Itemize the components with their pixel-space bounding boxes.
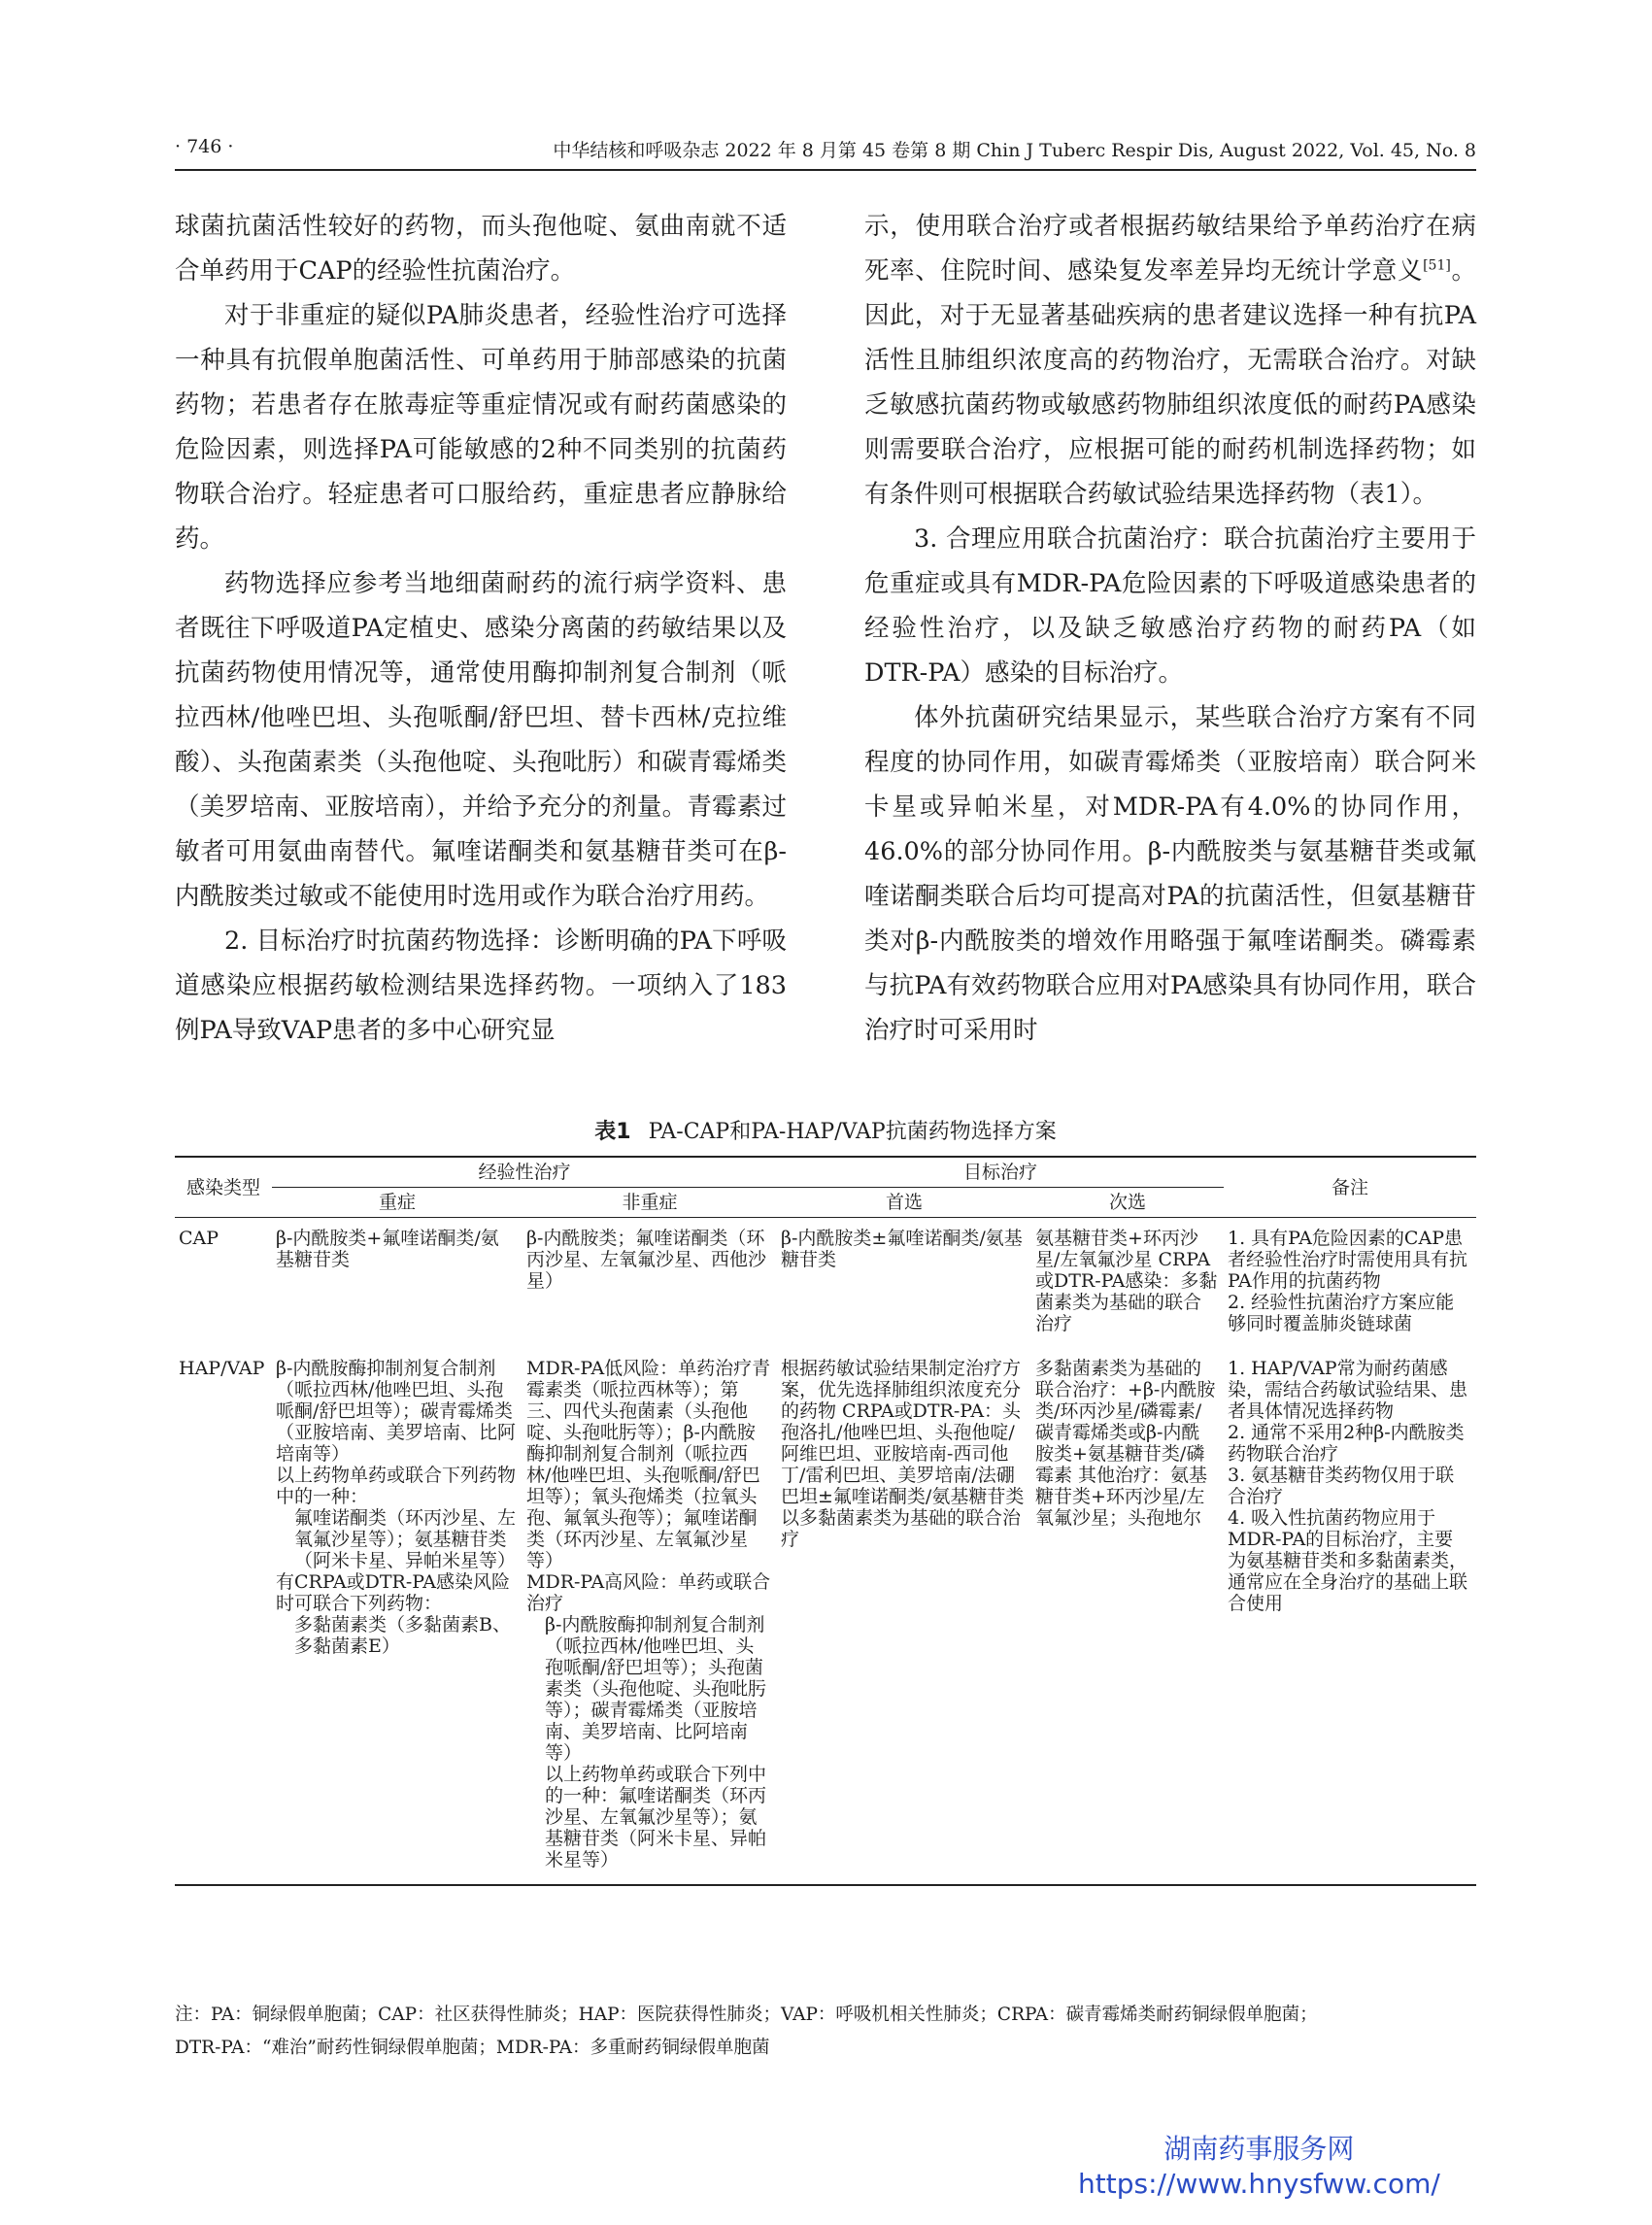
header-target: 目标治疗 [777,1157,1224,1188]
paragraph: 药物选择应参考当地细菌耐药的流行病学资料、患者既往下呼吸道PA定植史、感染分离菌的药敏结果以及抗菌药物使用情况等，通常使用酶抑制剂复合制剂（哌拉西林/他唑巴坦、头孢哌酮/舒巴坦、替卡西林/克拉维酸）、头孢菌素类（头孢他啶、头孢吡肟）和碳青霉烯类（美罗培南、亚胺培南），并给予充分的剂量。青霉素过敏者可用氨曲南替代。氟喹诺酮类和氨基糖苷类可在β-内酰胺类过敏或不能使用时选用或作为联合治疗用药。 [175,569,787,911]
paragraph: 对于非重症的疑似PA肺炎患者，经验性治疗可选择一种具有抗假单胞菌活性、可单药用于肺部感染的抗菌药物；若患者存在脓毒症等重症情况或有耐药菌感染的危险因素，则选择PA可能敏感的2种不同类别的抗菌药物联合治疗。轻症患者可口服给药，重症患者应静脉给药。 [175,301,787,554]
cell-line: 氟喹诺酮类（环丙沙星、左氧氟沙星等）；氨基糖苷类（阿米卡星、异帕米星等） [294,1507,517,1571]
table-caption-label: 表1 [594,1120,631,1144]
cell-line: MDR-PA低风险：单药治疗青霉素类（哌拉西林等）；第三、四代头孢菌素（头孢他啶、头孢吡肟等）；β-内酰胺酶抑制剂复合制剂（哌拉西林/他唑巴坦、头孢哌酮/舒巴坦等）；氧头孢烯类（拉氧头孢、氟氧头孢等）；氟喹诺酮类（环丙沙星、左氧氟沙星等） [526,1358,771,1571]
left-column [175,204,787,1053]
cell-line: MDR-PA高风险：单药或联合治疗 [526,1571,771,1614]
paragraph [864,204,1476,517]
table-caption [175,1115,1476,1145]
cell-line: β-内酰胺酶抑制剂复合制剂（哌拉西林/他唑巴坦、头孢哌酮/舒巴坦等）；头孢菌素类（头孢他啶、头孢吡肟等）；碳青霉烯类（亚胺培南、美罗培南、比阿培南等） [545,1614,767,1764]
cell-severe [272,1348,523,1885]
cell-nonsevere [523,1348,777,1885]
watermark-site-name: 湖南药事服务网 [1163,2133,1355,2165]
right-column [864,204,1476,1053]
note-line: 注：PA：铜绿假单胞菌；CAP：社区获得性肺炎；HAP：医院获得性肺炎；VAP：呼吸机相关性肺炎；CRPA：碳青霉烯类耐药铜绿假单胞菌； [175,2005,1318,2025]
table-row-hap-vap [175,1348,1476,1885]
table-caption-title: PA-CAP和PA-HAP/VAP抗菌药物选择方案 [648,1120,1057,1144]
drug-selection-table [175,1156,1476,1886]
watermark [1078,2132,1440,2202]
paragraph-text: 。因此，对于无显著基础疾病的患者建议选择一种有抗PA活性且肺组织浓度高的药物治疗，无需联合治疗。对缺乏敏感抗菌药物或敏感药物肺组织浓度低的耐药PA感染则需要联合治疗，应根据可能的耐药机制选择药物；如有条件则可根据联合药敏试验结果选择药物（表1）。 [864,256,1476,509]
header-second-choice: 次选 [1031,1188,1224,1218]
cell-second-choice: 多黏菌素类为基础的联合治疗：+β-内酰胺类/环丙沙星/磷霉素/碳青霉烯类或β-内酰胺类+氨基糖苷类/磷霉素 其他治疗：氨基糖苷类+环丙沙星/左氧氟沙星；头孢地尔 [1031,1348,1224,1885]
header-severe: 重症 [272,1188,523,1218]
cell-remark [1224,1348,1476,1885]
remark-item: 1. 具有PA危险因素的CAP患者经验性治疗时需使用具有抗PA作用的抗菌药物 [1228,1228,1468,1292]
page-number: · 746 · [175,136,234,157]
citation-reference[interactable]: [51] [1423,257,1451,274]
cell-remark [1224,1218,1476,1349]
remark-item: 2. 经验性抗菌治疗方案应能够同时覆盖肺炎链球菌 [1228,1292,1455,1334]
header-first-choice: 首选 [777,1188,1031,1218]
cell-type: HAP/VAP [175,1348,272,1885]
cell-type: CAP [179,1228,219,1249]
header-nonsevere: 非重症 [523,1188,777,1218]
cell-second-choice: 氨基糖苷类+环丙沙星/左氧氟沙星 CRPA或DTR-PA感染：多黏菌素类为基础的联合治疗 [1035,1228,1218,1334]
cell-nonsevere: β-内酰胺类；氟喹诺酮类（环丙沙星、左氧氟沙星、西他沙星） [526,1228,767,1292]
remark-item: 3. 氨基糖苷类药物仅用于联合治疗 [1228,1465,1455,1507]
cell-line: 以上药物单药或联合下列中的一种：氟喹诺酮类（环丙沙星、左氧氟沙星等）；氨基糖苷类（阿米卡星、异帕米星等） [545,1764,767,1871]
remark-item: 4. 吸入性抗菌药物应用于MDR-PA的目标治疗，主要为氨基糖苷类和多黏菌素类，通常应在全身治疗的基础上联合使用 [1228,1507,1468,1614]
paragraph: 体外抗菌研究结果显示，某些联合治疗方案有不同程度的协同作用，如碳青霉烯类（亚胺培南）联合阿米卡星或异帕米星，对MDR-PA有4.0%的协同作用，46.0%的部分协同作用。β-内酰胺类与氨基糖苷类或氟喹诺酮类联合后均可提高对PA的抗菌活性，但氨基糖苷类对β-内酰胺类的增效作用略强于氟喹诺酮类。磷霉素与抗PA有效药物联合应用对PA感染具有协同作用，联合治疗时可采用时 [864,703,1476,1045]
paragraph: 球菌抗菌活性较好的药物，而头孢他啶、氨曲南就不适合单药用于CAP的经验性抗菌治疗。 [175,212,787,286]
note-line: DTR-PA：“难治”耐药性铜绿假单胞菌；MDR-PA：多重耐药铜绿假单胞菌 [175,2038,770,2058]
cell-line: β-内酰胺酶抑制剂复合制剂（哌拉西林/他唑巴坦、头孢哌酮/舒巴坦等）；碳青霉烯类（亚胺培南、美罗培南、比阿培南等） [276,1358,517,1465]
header-empirical: 经验性治疗 [272,1157,777,1188]
cell-line: 有CRPA或DTR-PA感染风险时可联合下列药物： [276,1571,510,1614]
cell-first-choice: β-内酰胺类±氟喹诺酮类/氨基糖苷类 [781,1228,1023,1270]
remark-item: 1. HAP/VAP常为耐药菌感染，需结合药敏试验结果、患者具体情况选择药物 [1228,1358,1468,1422]
table-row-cap [175,1218,1476,1349]
table-notes [175,1999,1476,2065]
paragraph: 3. 合理应用联合抗菌治疗：联合抗菌治疗主要用于危重症或具有MDR-PA危险因素的下呼吸道感染患者的经验性治疗，以及缺乏敏感治疗药物的耐药PA（如DTR-PA）感染的目标治疗。 [864,524,1476,688]
paragraph-text: 示，使用联合治疗或者根据药敏结果给予单药治疗在病死率、住院时间、感染复发率差异均无统计学意义 [864,212,1476,286]
header-remark: 备注 [1224,1157,1476,1218]
watermark-url[interactable]: https://www.hnysfww.com/ [1078,2168,1440,2200]
cell-first-choice: 根据药敏试验结果制定治疗方案，优先选择肺组织浓度充分的药物 CRPA或DTR-PA：头孢洛扎/他唑巴坦、头孢他啶/阿维巴坦、亚胺培南-西司他丁/雷利巴坦、美罗培南/法硼巴坦±氟喹诺酮类/氨基糖苷类 以多黏菌素类为基础的联合治疗 [777,1348,1031,1885]
paragraph: 2. 目标治疗时抗菌药物选择：诊断明确的PA下呼吸道感染应根据药敏检测结果选择药物。一项纳入了183例PA导致VAP患者的多中心研究显 [175,927,787,1045]
cell-line: 以上药物单药或联合下列药物中的一种： [276,1465,517,1507]
cell-line: 多黏菌素类（多黏菌素B、多黏菌素E） [294,1614,511,1657]
table-header-row [175,1157,1476,1188]
remark-item: 2. 通常不采用2种β-内酰胺类药物联合治疗 [1228,1422,1465,1465]
journal-citation: 中华结核和呼吸杂志 2022 年 8 月第 45 卷第 8 期 Chin J Tuberc Respir Dis, August 2022, Vol. 45, No. 8 [553,140,1476,161]
running-header [175,136,1476,171]
cell-severe: β-内酰胺类+氟喹诺酮类/氨基糖苷类 [276,1228,499,1270]
header-infection-type: 感染类型 [175,1157,272,1218]
